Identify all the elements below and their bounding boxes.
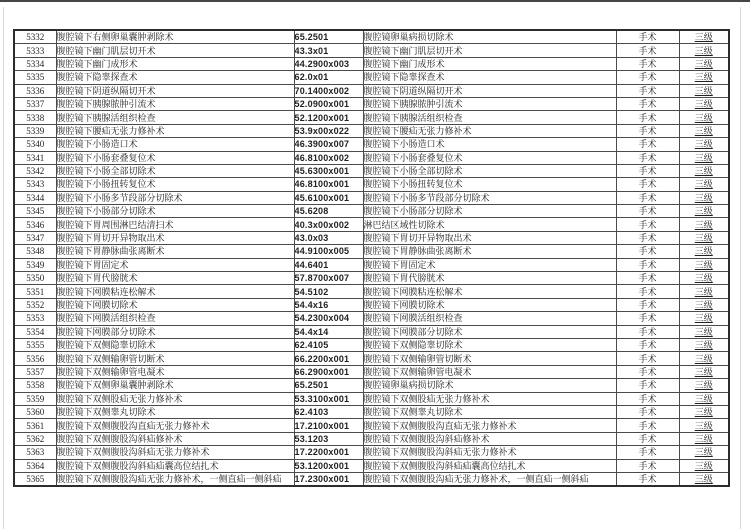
- category-cell: 手术: [616, 151, 679, 164]
- procedure-code-cell: 54.4x14: [294, 325, 363, 338]
- category-cell: 手术: [616, 285, 679, 298]
- level-cell: 三级: [679, 57, 729, 70]
- standard-name-cell: 腹腔镜下网膜部分切除术: [363, 325, 616, 338]
- table-row: [14, 472, 729, 486]
- table-row: [14, 44, 729, 57]
- row-seq-cell: 5353: [14, 312, 56, 325]
- table-row: [14, 151, 729, 164]
- level-cell: 三级: [679, 325, 729, 338]
- category-cell: 手术: [616, 405, 679, 418]
- standard-name-cell: 腹腔镜下幽门成形术: [363, 57, 616, 70]
- table-row: [14, 191, 729, 204]
- table-row: [14, 352, 729, 365]
- standard-name-cell: 腹腔镜下胰腺活组织检查: [363, 111, 616, 124]
- procedure-code-cell: 45.6300x001: [294, 164, 363, 177]
- level-cell: 三级: [679, 97, 729, 110]
- table-row: [14, 97, 729, 110]
- table-row: [14, 419, 729, 432]
- procedure-code-cell: 44.2900x003: [294, 57, 363, 70]
- procedure-name-cell: 腹腔镜下双侧腹股沟直疝无张力修补术: [56, 419, 294, 432]
- procedure-code-cell: 40.3x00x002: [294, 218, 363, 231]
- level-cell: 三级: [679, 138, 729, 151]
- procedure-code-cell: 46.3900x007: [294, 138, 363, 151]
- standard-name-cell: 腹腔镜下网膜粘连松解术: [363, 285, 616, 298]
- row-seq-cell: 5351: [14, 285, 56, 298]
- procedure-name-cell: 腹腔镜下网膜粘连松解术: [56, 285, 294, 298]
- procedure-code-cell: 53.1200x001: [294, 459, 363, 472]
- standard-name-cell: 腹腔镜下双侧输卵管电凝术: [363, 365, 616, 378]
- level-cell: 三级: [679, 285, 729, 298]
- procedure-name-cell: 腹腔镜下双侧睾丸切除术: [56, 405, 294, 418]
- procedure-code-cell: 45.6208: [294, 205, 363, 218]
- procedure-name-cell: 腹腔镜下双侧腹股沟疝无张力修补术，一侧直疝一侧斜疝: [56, 472, 294, 486]
- procedure-code-cell: 57.8700x007: [294, 272, 363, 285]
- procedure-name-cell: 腹腔镜下阴道纵隔切开术: [56, 84, 294, 97]
- category-cell: 手术: [616, 312, 679, 325]
- table-row: [14, 71, 729, 84]
- level-cell: 三级: [679, 84, 729, 97]
- row-seq-cell: 5337: [14, 97, 56, 110]
- row-seq-cell: 5355: [14, 338, 56, 351]
- procedure-name-cell: 腹腔镜下小肠造口术: [56, 138, 294, 151]
- level-cell: 三级: [679, 392, 729, 405]
- table-row: [14, 392, 729, 405]
- table-row: [14, 57, 729, 70]
- row-seq-cell: 5347: [14, 231, 56, 244]
- procedure-code-cell: 54.5102: [294, 285, 363, 298]
- standard-name-cell: 腹腔镜下双侧腹股沟斜疝无张力修补术: [363, 446, 616, 459]
- table-row: [14, 218, 729, 231]
- row-seq-cell: 5357: [14, 365, 56, 378]
- procedure-table: [13, 29, 730, 487]
- table-row: [14, 338, 729, 351]
- procedure-name-cell: 腹腔镜下小肠多节段部分切除术: [56, 191, 294, 204]
- procedure-code-cell: 54.4x16: [294, 298, 363, 311]
- procedure-name-cell: 腹腔镜下胃切开异物取出术: [56, 231, 294, 244]
- table-row: [14, 365, 729, 378]
- standard-name-cell: 腹腔镜下胃固定术: [363, 258, 616, 271]
- procedure-name-cell: 腹腔镜下幽门成形术: [56, 57, 294, 70]
- table-row: [14, 325, 729, 338]
- level-cell: 三级: [679, 472, 729, 486]
- level-cell: 三级: [679, 338, 729, 351]
- table-row: [14, 205, 729, 218]
- procedure-code-cell: 45.6100x001: [294, 191, 363, 204]
- standard-name-cell: 腹腔镜下双侧腹股沟斜疝疝囊高位结扎术: [363, 459, 616, 472]
- procedure-code-cell: 65.2501: [294, 379, 363, 392]
- row-seq-cell: 5365: [14, 472, 56, 486]
- row-seq-cell: 5361: [14, 419, 56, 432]
- standard-name-cell: 腹腔镜下小肠部分切除术: [363, 205, 616, 218]
- procedure-name-cell: 腹腔镜下胰腺活组织检查: [56, 111, 294, 124]
- procedure-table-body: [14, 30, 729, 486]
- table-row: [14, 30, 729, 44]
- row-seq-cell: 5342: [14, 164, 56, 177]
- standard-name-cell: 腹腔镜下胃静脉曲张离断术: [363, 245, 616, 258]
- level-cell: 三级: [679, 405, 729, 418]
- procedure-name-cell: 腹腔镜下小肠部分切除术: [56, 205, 294, 218]
- row-seq-cell: 5348: [14, 245, 56, 258]
- procedure-code-cell: 70.1400x002: [294, 84, 363, 97]
- standard-name-cell: 腹腔镜下小肠扭转复位术: [363, 178, 616, 191]
- procedure-name-cell: 腹腔镜下胃代膀胱术: [56, 272, 294, 285]
- procedure-code-cell: 46.8100x002: [294, 151, 363, 164]
- table-row: [14, 245, 729, 258]
- standard-name-cell: 腹腔镜下双侧隐睾切除术: [363, 338, 616, 351]
- category-cell: 手术: [616, 164, 679, 177]
- procedure-name-cell: 腹腔镜下胃周围淋巴结清扫术: [56, 218, 294, 231]
- table-row: [14, 405, 729, 418]
- standard-name-cell: 腹腔镜下阴道纵隔切开术: [363, 84, 616, 97]
- procedure-code-cell: 43.3x01: [294, 44, 363, 57]
- category-cell: 手术: [616, 419, 679, 432]
- table-row: [14, 164, 729, 177]
- table-row: [14, 432, 729, 445]
- standard-name-cell: 腹腔镜下网膜活组织检查: [363, 312, 616, 325]
- procedure-code-cell: 65.2501: [294, 30, 363, 44]
- procedure-name-cell: 腹腔镜下网膜活组织检查: [56, 312, 294, 325]
- category-cell: 手术: [616, 272, 679, 285]
- procedure-code-cell: 66.2200x001: [294, 352, 363, 365]
- level-cell: 三级: [679, 352, 729, 365]
- category-cell: 手术: [616, 111, 679, 124]
- level-cell: 三级: [679, 446, 729, 459]
- procedure-name-cell: 腹腔镜下双侧输卵管切断术: [56, 352, 294, 365]
- category-cell: 手术: [616, 191, 679, 204]
- category-cell: 手术: [616, 71, 679, 84]
- row-seq-cell: 5346: [14, 218, 56, 231]
- level-cell: 三级: [679, 178, 729, 191]
- procedure-name-cell: 腹腔镜下双侧腹股沟斜疝修补术: [56, 432, 294, 445]
- page-left-edge-line: [3, 7, 4, 529]
- procedure-code-cell: 54.2300x004: [294, 312, 363, 325]
- row-seq-cell: 5336: [14, 84, 56, 97]
- row-seq-cell: 5349: [14, 258, 56, 271]
- category-cell: 手术: [616, 231, 679, 244]
- level-cell: 三级: [679, 419, 729, 432]
- level-cell: 三级: [679, 258, 729, 271]
- standard-name-cell: 腹腔镜下胃代膀胱术: [363, 272, 616, 285]
- table-row: [14, 272, 729, 285]
- procedure-name-cell: 腹腔镜下胰腺脓肿引流术: [56, 97, 294, 110]
- row-seq-cell: 5363: [14, 446, 56, 459]
- level-cell: 三级: [679, 218, 729, 231]
- category-cell: 手术: [616, 30, 679, 44]
- row-seq-cell: 5343: [14, 178, 56, 191]
- row-seq-cell: 5362: [14, 432, 56, 445]
- row-seq-cell: 5358: [14, 379, 56, 392]
- category-cell: 手术: [616, 325, 679, 338]
- category-cell: 手术: [616, 432, 679, 445]
- level-cell: 三级: [679, 111, 729, 124]
- table-row: [14, 446, 729, 459]
- row-seq-cell: 5344: [14, 191, 56, 204]
- table-row: [14, 111, 729, 124]
- row-seq-cell: 5332: [14, 30, 56, 44]
- level-cell: 三级: [679, 71, 729, 84]
- level-cell: 三级: [679, 432, 729, 445]
- procedure-code-cell: 44.9100x005: [294, 245, 363, 258]
- procedure-code-cell: 44.6401: [294, 258, 363, 271]
- procedure-code-cell: 53.3100x001: [294, 392, 363, 405]
- procedure-name-cell: 腹腔镜下双侧卵巢囊肿剥除术: [56, 379, 294, 392]
- level-cell: 三级: [679, 151, 729, 164]
- table-row: [14, 312, 729, 325]
- procedure-code-cell: 52.1200x001: [294, 111, 363, 124]
- level-cell: 三级: [679, 205, 729, 218]
- level-cell: 三级: [679, 245, 729, 258]
- row-seq-cell: 5338: [14, 111, 56, 124]
- level-cell: 三级: [679, 379, 729, 392]
- level-cell: 三级: [679, 124, 729, 137]
- standard-name-cell: 腹腔镜下小肠全部切除术: [363, 164, 616, 177]
- category-cell: 手术: [616, 97, 679, 110]
- category-cell: 手术: [616, 44, 679, 57]
- procedure-name-cell: 腹腔镜下网膜部分切除术: [56, 325, 294, 338]
- category-cell: 手术: [616, 218, 679, 231]
- page-right-edge-line: [740, 7, 741, 529]
- procedure-name-cell: 腹腔镜下腰疝无张力修补术: [56, 124, 294, 137]
- row-seq-cell: 5350: [14, 272, 56, 285]
- standard-name-cell: 腹腔镜下胃切开异物取出术: [363, 231, 616, 244]
- procedure-code-cell: 62.0x01: [294, 71, 363, 84]
- level-cell: 三级: [679, 231, 729, 244]
- procedure-code-cell: 66.2900x001: [294, 365, 363, 378]
- level-cell: 三级: [679, 44, 729, 57]
- procedure-code-cell: 46.8100x001: [294, 178, 363, 191]
- row-seq-cell: 5335: [14, 71, 56, 84]
- procedure-name-cell: 腹腔镜下小肠扭转复位术: [56, 178, 294, 191]
- standard-name-cell: 腹腔镜下小肠套叠复位术: [363, 151, 616, 164]
- row-seq-cell: 5345: [14, 205, 56, 218]
- row-seq-cell: 5341: [14, 151, 56, 164]
- category-cell: 手术: [616, 472, 679, 486]
- standard-name-cell: 腹腔镜下双侧睾丸切除术: [363, 405, 616, 418]
- table-row: [14, 379, 729, 392]
- level-cell: 三级: [679, 191, 729, 204]
- row-seq-cell: 5364: [14, 459, 56, 472]
- row-seq-cell: 5334: [14, 57, 56, 70]
- level-cell: 三级: [679, 312, 729, 325]
- procedure-name-cell: 腹腔镜下幽门肌层切开术: [56, 44, 294, 57]
- category-cell: 手术: [616, 392, 679, 405]
- category-cell: 手术: [616, 365, 679, 378]
- standard-name-cell: 腹腔镜下小肠造口术: [363, 138, 616, 151]
- procedure-code-cell: 17.2200x001: [294, 446, 363, 459]
- procedure-name-cell: 腹腔镜下双侧股疝无张力修补术: [56, 392, 294, 405]
- table-row: [14, 285, 729, 298]
- standard-name-cell: 腹腔镜下腰疝无张力修补术: [363, 124, 616, 137]
- category-cell: 手术: [616, 352, 679, 365]
- level-cell: 三级: [679, 272, 729, 285]
- procedure-code-cell: 43.0x03: [294, 231, 363, 244]
- procedure-code-cell: 53.9x00x022: [294, 124, 363, 137]
- table-row: [14, 459, 729, 472]
- category-cell: 手术: [616, 205, 679, 218]
- procedure-name-cell: 腹腔镜下小肠套叠复位术: [56, 151, 294, 164]
- category-cell: 手术: [616, 245, 679, 258]
- standard-name-cell: 腹腔镜下双侧股疝无张力修补术: [363, 392, 616, 405]
- standard-name-cell: 淋巴结区域性切除术: [363, 218, 616, 231]
- standard-name-cell: 腹腔镜下小肠多节段部分切除术: [363, 191, 616, 204]
- row-seq-cell: 5356: [14, 352, 56, 365]
- category-cell: 手术: [616, 338, 679, 351]
- procedure-name-cell: 腹腔镜下双侧腹股沟斜疝无张力修补术: [56, 446, 294, 459]
- procedure-name-cell: 腹腔镜下双侧输卵管电凝术: [56, 365, 294, 378]
- procedure-code-cell: 17.2300x001: [294, 472, 363, 486]
- standard-name-cell: 腹腔镜下双侧腹股沟疝无张力修补术，一侧直疝一侧斜疝: [363, 472, 616, 486]
- table-row: [14, 178, 729, 191]
- table-row: [14, 84, 729, 97]
- standard-name-cell: 腹腔镜下隐睾探查术: [363, 71, 616, 84]
- level-cell: 三级: [679, 164, 729, 177]
- row-seq-cell: 5340: [14, 138, 56, 151]
- category-cell: 手术: [616, 446, 679, 459]
- procedure-code-cell: 53.1203: [294, 432, 363, 445]
- procedure-name-cell: 腹腔镜下右侧卵巢囊肿剥除术: [56, 30, 294, 44]
- standard-name-cell: 腹腔镜下胰腺脓肿引流术: [363, 97, 616, 110]
- standard-name-cell: 腹腔镜下网膜切除术: [363, 298, 616, 311]
- standard-name-cell: 腹腔镜卵巢病损切除术: [363, 30, 616, 44]
- standard-name-cell: 腹腔镜下双侧输卵管切断术: [363, 352, 616, 365]
- procedure-code-cell: 62.4103: [294, 405, 363, 418]
- table-row: [14, 138, 729, 151]
- row-seq-cell: 5354: [14, 325, 56, 338]
- procedure-name-cell: 腹腔镜下小肠全部切除术: [56, 164, 294, 177]
- category-cell: 手术: [616, 298, 679, 311]
- level-cell: 三级: [679, 298, 729, 311]
- level-cell: 三级: [679, 459, 729, 472]
- procedure-name-cell: 腹腔镜下隐睾探查术: [56, 71, 294, 84]
- category-cell: 手术: [616, 84, 679, 97]
- category-cell: 手术: [616, 178, 679, 191]
- procedure-name-cell: 腹腔镜下网膜切除术: [56, 298, 294, 311]
- category-cell: 手术: [616, 138, 679, 151]
- level-cell: 三级: [679, 365, 729, 378]
- standard-name-cell: 腹腔镜下幽门肌层切开术: [363, 44, 616, 57]
- table-row: [14, 258, 729, 271]
- row-seq-cell: 5359: [14, 392, 56, 405]
- procedure-code-cell: 17.2100x001: [294, 419, 363, 432]
- procedure-code-cell: 52.0900x001: [294, 97, 363, 110]
- category-cell: 手术: [616, 57, 679, 70]
- row-seq-cell: 5339: [14, 124, 56, 137]
- standard-name-cell: 腹腔镜卵巢病损切除术: [363, 379, 616, 392]
- row-seq-cell: 5360: [14, 405, 56, 418]
- table-row: [14, 231, 729, 244]
- category-cell: 手术: [616, 459, 679, 472]
- page-top-edge-line: [0, 0, 750, 2]
- standard-name-cell: 腹腔镜下双侧腹股沟直疝无张力修补术: [363, 419, 616, 432]
- row-seq-cell: 5352: [14, 298, 56, 311]
- procedure-name-cell: 腹腔镜下双侧隐睾切除术: [56, 338, 294, 351]
- category-cell: 手术: [616, 379, 679, 392]
- category-cell: 手术: [616, 258, 679, 271]
- standard-name-cell: 腹腔镜下双侧腹股沟斜疝修补术: [363, 432, 616, 445]
- row-seq-cell: 5333: [14, 44, 56, 57]
- procedure-code-cell: 62.4105: [294, 338, 363, 351]
- level-cell: 三级: [679, 30, 729, 44]
- procedure-name-cell: 腹腔镜下胃固定术: [56, 258, 294, 271]
- table-row: [14, 124, 729, 137]
- procedure-name-cell: 腹腔镜下双侧腹股沟斜疝疝囊高位结扎术: [56, 459, 294, 472]
- category-cell: 手术: [616, 124, 679, 137]
- procedure-name-cell: 腹腔镜下胃静脉曲张离断术: [56, 245, 294, 258]
- table-row: [14, 298, 729, 311]
